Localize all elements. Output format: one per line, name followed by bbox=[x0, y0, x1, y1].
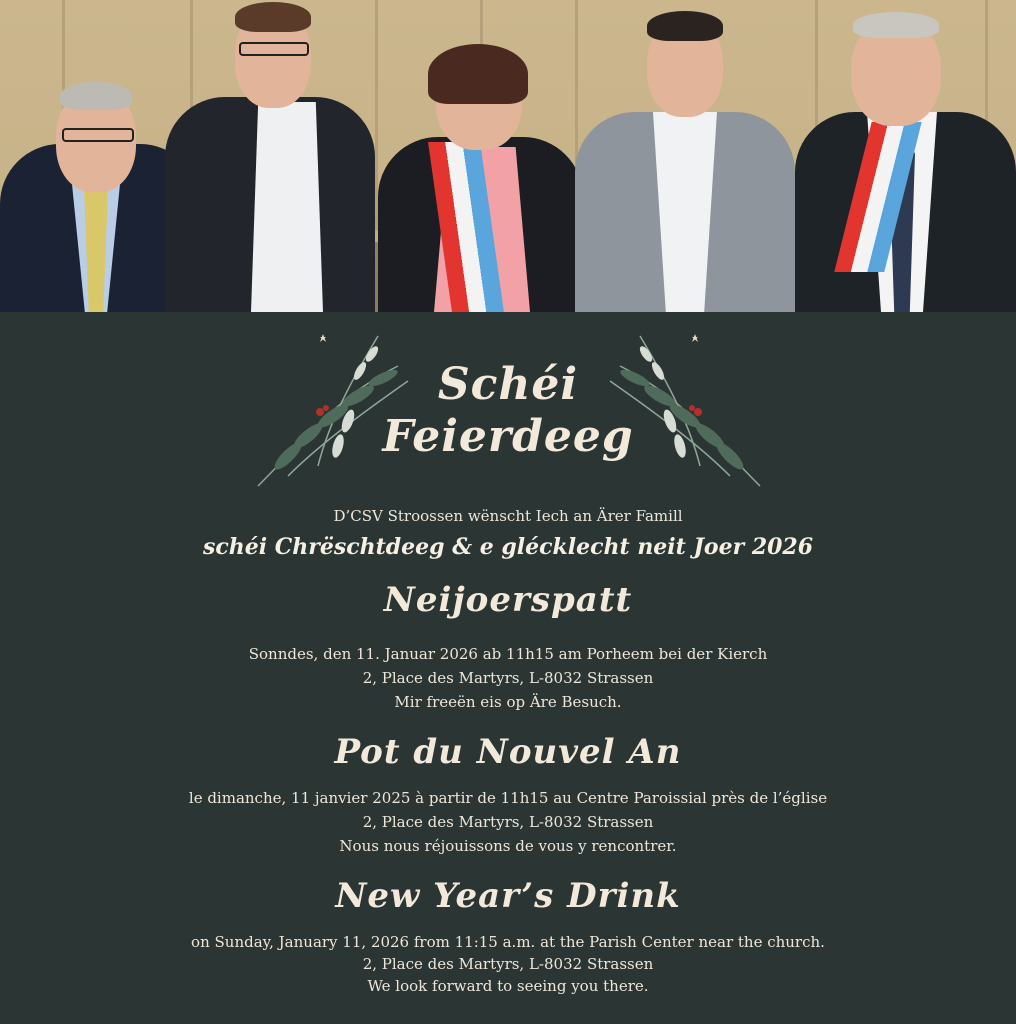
section-lb-line-3: Mir freeën eis op Äre Besuch. bbox=[394, 693, 622, 711]
person-4 bbox=[575, 7, 795, 312]
person-2 bbox=[165, 2, 375, 312]
section-lb-line-1: Sonndes, den 11. Januar 2026 ab 11h15 am Porheem bei der Kierch bbox=[248, 645, 768, 663]
greeting-text: D’CSV Stroossen wënscht Iech an Ärer Famill bbox=[333, 507, 683, 525]
section-fr-line-2: 2, Place des Martyrs, L-8032 Strassen bbox=[362, 813, 654, 831]
title-line-1: Schéi bbox=[437, 359, 579, 410]
section-en-line-2: 2, Place des Martyrs, L-8032 Strassen bbox=[362, 955, 654, 973]
section-fr-line-3: Nous nous réjouissons de vous y rencontrer. bbox=[339, 837, 677, 855]
section-heading-en: New Year’s Drink bbox=[335, 876, 681, 916]
title-line-2: Feierdeeg bbox=[382, 411, 634, 462]
group-photo bbox=[0, 0, 1016, 312]
person-5 bbox=[795, 10, 1016, 312]
section-fr-line-1: le dimanche, 11 janvier 2025 à partir de 11h15 au Centre Paroissial près de l’église bbox=[188, 789, 828, 807]
section-heading-lb: Neijoerspatt bbox=[383, 580, 633, 620]
section-en-line-3: We look forward to seeing you there. bbox=[367, 977, 649, 995]
section-heading-fr: Pot du Nouvel An bbox=[334, 732, 682, 772]
section-lb-line-2: 2, Place des Martyrs, L-8032 Strassen bbox=[362, 669, 654, 687]
section-en-line-1: on Sunday, January 11, 2026 from 11:15 a.m. at the Parish Center near the church. bbox=[191, 933, 825, 951]
person-3 bbox=[378, 42, 583, 312]
wishes-text: schéi Chrëschtdeeg & e glécklecht neit Joer 2026 bbox=[202, 534, 814, 560]
invitation-card bbox=[0, 312, 1016, 1024]
